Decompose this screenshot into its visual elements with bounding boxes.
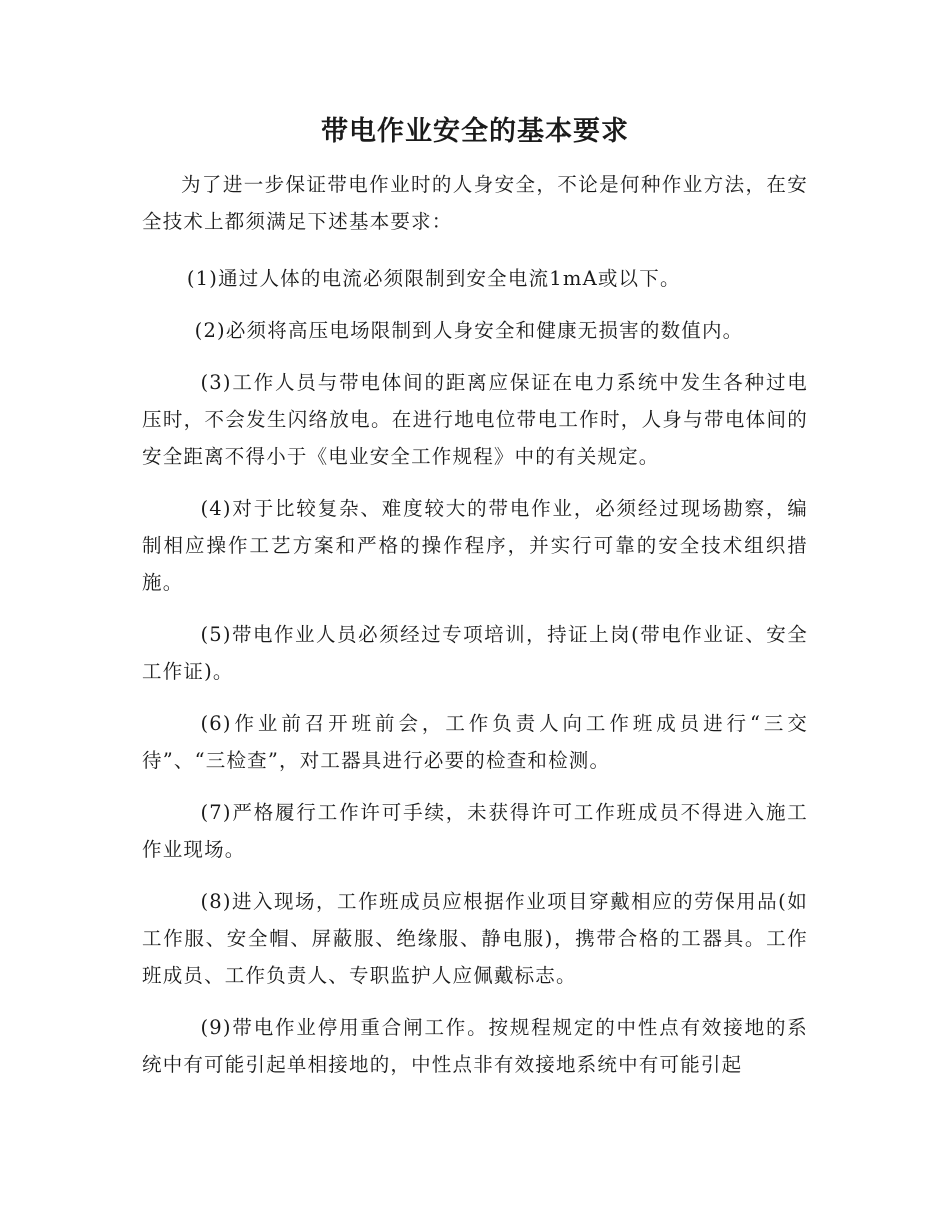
requirement-item-3: (3)工作人员与带电体间的距离应保证在电力系统中发生各种过电压时，不会发生闪络放电。在进行地电位带电工作时，人身与带电体间的安全距离不得小于《电业安全工作规程》中的有关规定。 xyxy=(142,371,808,468)
document-body xyxy=(142,166,808,1098)
requirement-item-9: (9)带电作业停用重合闸工作。按规程规定的中性点有效接地的系统中有可能引起单相接地的，中性点非有效接地系统中有可能引起 xyxy=(142,1016,808,1076)
requirement-item-5: (5)带电作业人员必须经过专项培训，持证上岗(带电作业证、安全工作证)。 xyxy=(142,623,808,683)
requirement-item-7: (7)严格履行工作许可手续，未获得许可工作班成员不得进入施工作业现场。 xyxy=(142,801,808,861)
intro-paragraph: 为了进一步保证带电作业时的人身安全，不论是何种作业方法，在安全技术上都须满足下述基本要求： xyxy=(142,173,808,233)
requirement-item-6: (6)作业前召开班前会，工作负责人向工作班成员进行“三交待”、“三检查”，对工器具进行必要的检查和检测。 xyxy=(142,712,808,772)
requirement-item-4: (4)对于比较复杂、难度较大的带电作业，必须经过现场勘察，编制相应操作工艺方案和严格的操作程序，并实行可靠的安全技术组织措施。 xyxy=(142,497,808,594)
requirement-item-2: (2)必须将高压电场限制到人身安全和健康无损害的数值内。 xyxy=(194,319,744,342)
requirement-item-1: (1)通过人体的电流必须限制到安全电流1mA或以下。 xyxy=(186,267,681,290)
requirement-item-8: (8)进入现场，工作班成员应根据作业项目穿戴相应的劳保用品(如工作服、安全帽、屏蔽服、绝缘服、静电服)，携带合格的工器具。工作班成员、工作负责人、专职监护人应佩戴标志。 xyxy=(142,890,808,987)
document-title: 带电作业安全的基本要求 xyxy=(321,116,629,147)
